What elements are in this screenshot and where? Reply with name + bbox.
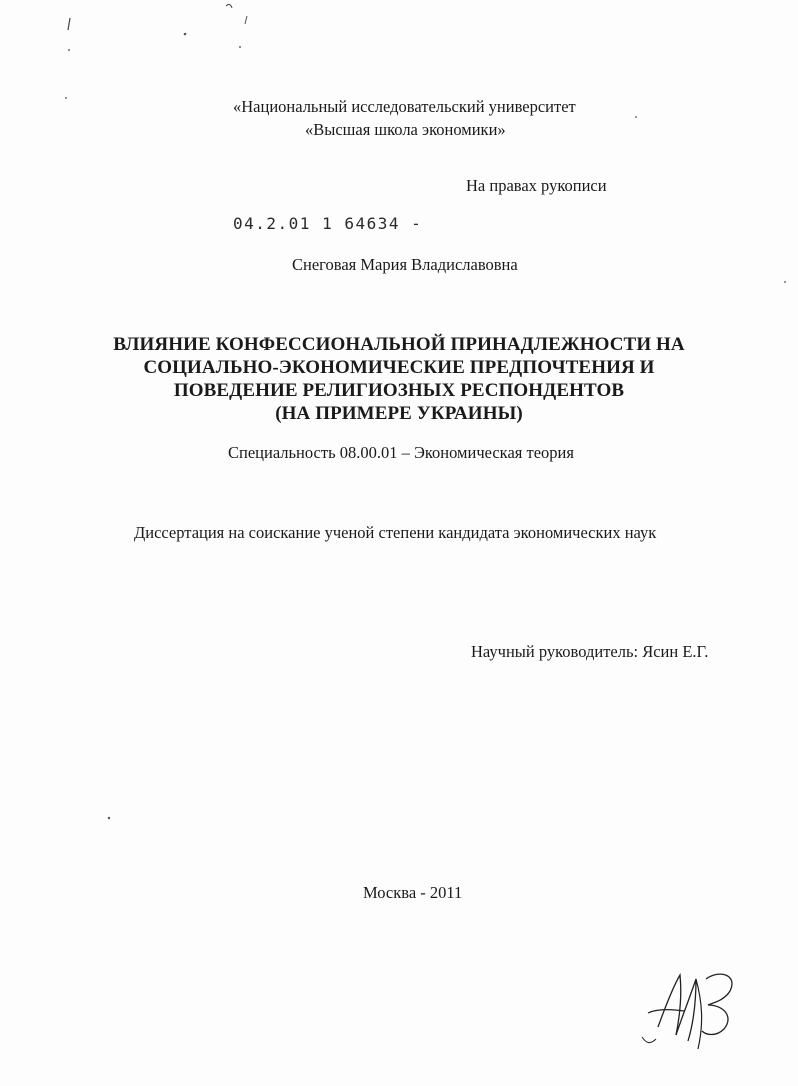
city-year: Москва - 2011 (363, 883, 463, 902)
title-line: (НА ПРИМЕРЕ УКРАИНЫ) (275, 403, 523, 424)
scan-speck (184, 33, 187, 36)
scan-speck (68, 18, 70, 30)
title-line: ПОВЕДЕНИЕ РЕЛИГИОЗНЫХ РЕСПОНДЕНТОВ (173, 380, 625, 401)
university-name-line1: «Национальный исследовательский университет (233, 97, 576, 116)
catalog-stamp: 04.2.01 1 64634 - (233, 214, 423, 233)
scan-speck (226, 4, 232, 8)
author-name: Снеговая Мария Владиславовна (292, 255, 518, 274)
scan-speck (65, 97, 67, 99)
scan-speck (108, 817, 110, 819)
supervisor-line: Научный руководитель: Ясин Е.Г. (471, 642, 709, 661)
university-name-line2: «Высшая школа экономики» (305, 120, 506, 139)
scan-speck (245, 16, 247, 24)
handwritten-signature (636, 965, 746, 1055)
scan-speck (635, 116, 637, 118)
specialty-line: Специальность 08.00.01 – Экономическая теория (228, 443, 574, 462)
title-line: ВЛИЯНИЕ КОНФЕССИОНАЛЬНОЙ ПРИНАДЛЕЖНОСТИ НА (113, 334, 685, 355)
dissertation-title (0, 333, 798, 425)
title-line: СОЦИАЛЬНО-ЭКОНОМИЧЕСКИЕ ПРЕДПОЧТЕНИЯ И (143, 357, 655, 378)
scan-speck (68, 49, 70, 51)
dissertation-note: Диссертация на соискание ученой степени кандидата экономических наук (134, 523, 657, 542)
scan-speck (784, 281, 786, 283)
scan-speck (239, 46, 241, 48)
rights-note: На правах рукописи (466, 176, 607, 195)
